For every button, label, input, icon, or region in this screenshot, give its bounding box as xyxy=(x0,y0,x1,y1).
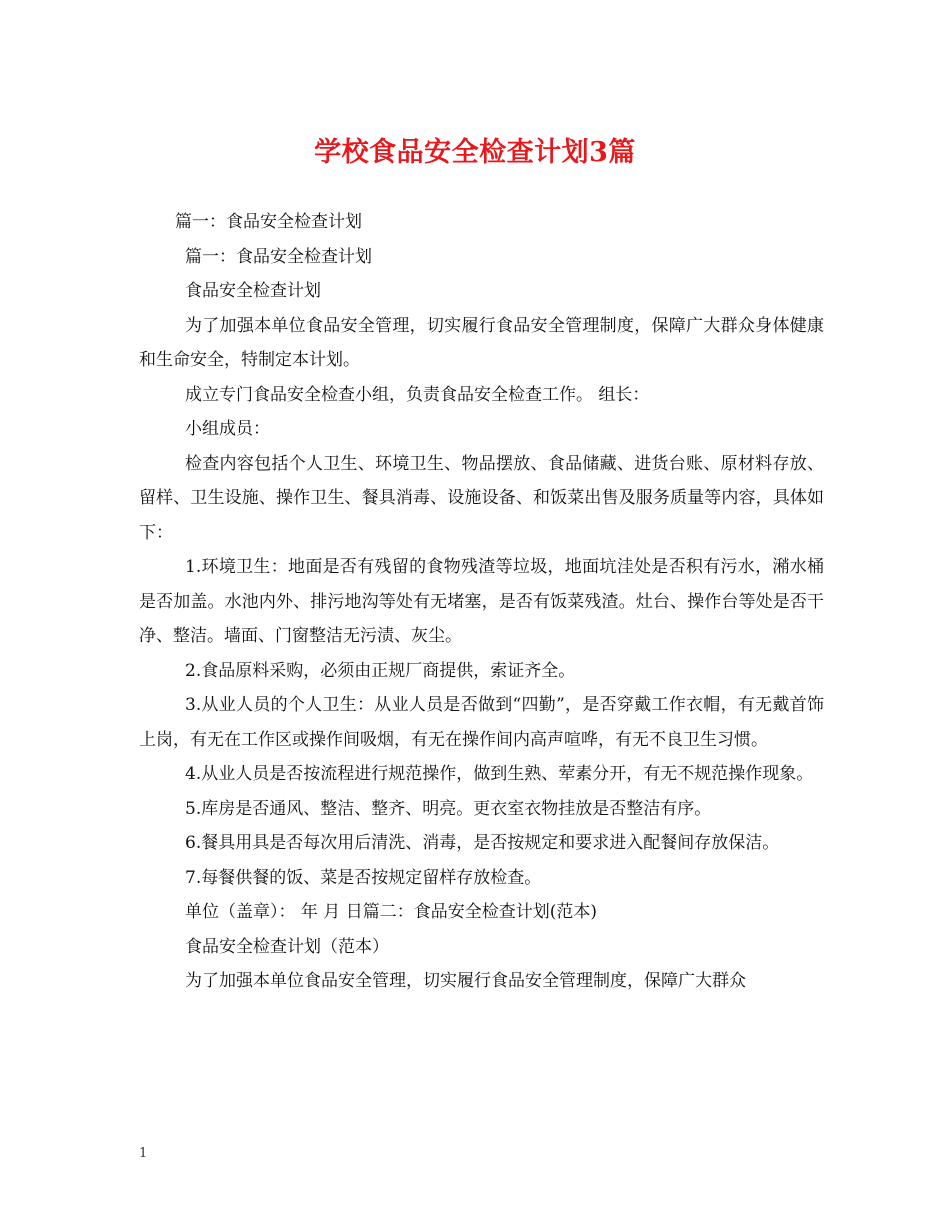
paragraph: 4.从业人员是否按流程进行规范操作，做到生熟、荤素分开，有无不规范操作现象。 xyxy=(185,764,814,784)
paragraph: 7.每餐供餐的饭、菜是否按规定留样存放检查。 xyxy=(185,867,542,888)
paragraph: 成立专门食品安全检查小组，负责食品安全检查工作。 组长： xyxy=(185,384,650,405)
paragraph: 食品安全检查计划（范本） xyxy=(185,936,389,957)
paragraph: 3.从业人员的个人卫生：从业人员是否做到“四勤”，是否穿戴工作衣帽，有无戴首饰上岗，有无在工作区或操作间吸烟，有无在操作间内高声喧哗，有无不良卫生习惯。 xyxy=(139,695,824,750)
paragraph: 5.库房是否通风、整洁、整齐、明亮。更衣室衣物挂放是否整洁有序。 xyxy=(185,798,712,819)
document-title: 学校食品安全检查计划3篇 xyxy=(314,137,636,168)
paragraph: 小组成员： xyxy=(185,419,270,439)
page-number: 1 xyxy=(139,1146,148,1161)
paragraph: 为了加强本单位食品安全管理，切实履行食品安全管理制度，保障广大群众 xyxy=(185,971,746,991)
paragraph: 单位（盖章）： 年 月 日篇二：食品安全检查计划(范本) xyxy=(185,902,597,922)
paragraph: 篇一：食品安全检查计划 xyxy=(175,212,362,232)
paragraph: 1.环境卫生：地面是否有残留的食物残渣等垃圾，地面坑洼处是否积有污水，潲水桶是否加盖。水池内外、排污地沟等处有无堵塞，是否有饭菜残渣。灶台、操作台等处是否干净、整洁。墙面、门窗整洁无污渍、灰尘。 xyxy=(139,557,824,646)
paragraph: 篇一：食品安全检查计划 xyxy=(185,246,372,267)
paragraph: 为了加强本单位食品安全管理，切实履行食品安全管理制度，保障广大群众身体健康和生命安全，特制定本计划。 xyxy=(139,315,824,370)
document-body xyxy=(139,205,824,999)
paragraph: 2.食品原料采购，必须由正规厂商提供，索证齐全。 xyxy=(185,660,576,681)
paragraph: 食品安全检查计划 xyxy=(185,281,321,301)
paragraph: 检查内容包括个人卫生、环境卫生、物品摆放、食品储藏、进货台账、原材料存放、留样、卫生设施、操作卫生、餐具消毒、设施设备、和饭菜出售及服务质量等内容，具体如下： xyxy=(139,453,824,543)
paragraph: 6.餐具用具是否每次用后清洗、消毒，是否按规定和要求进入配餐间存放保洁。 xyxy=(185,833,780,853)
